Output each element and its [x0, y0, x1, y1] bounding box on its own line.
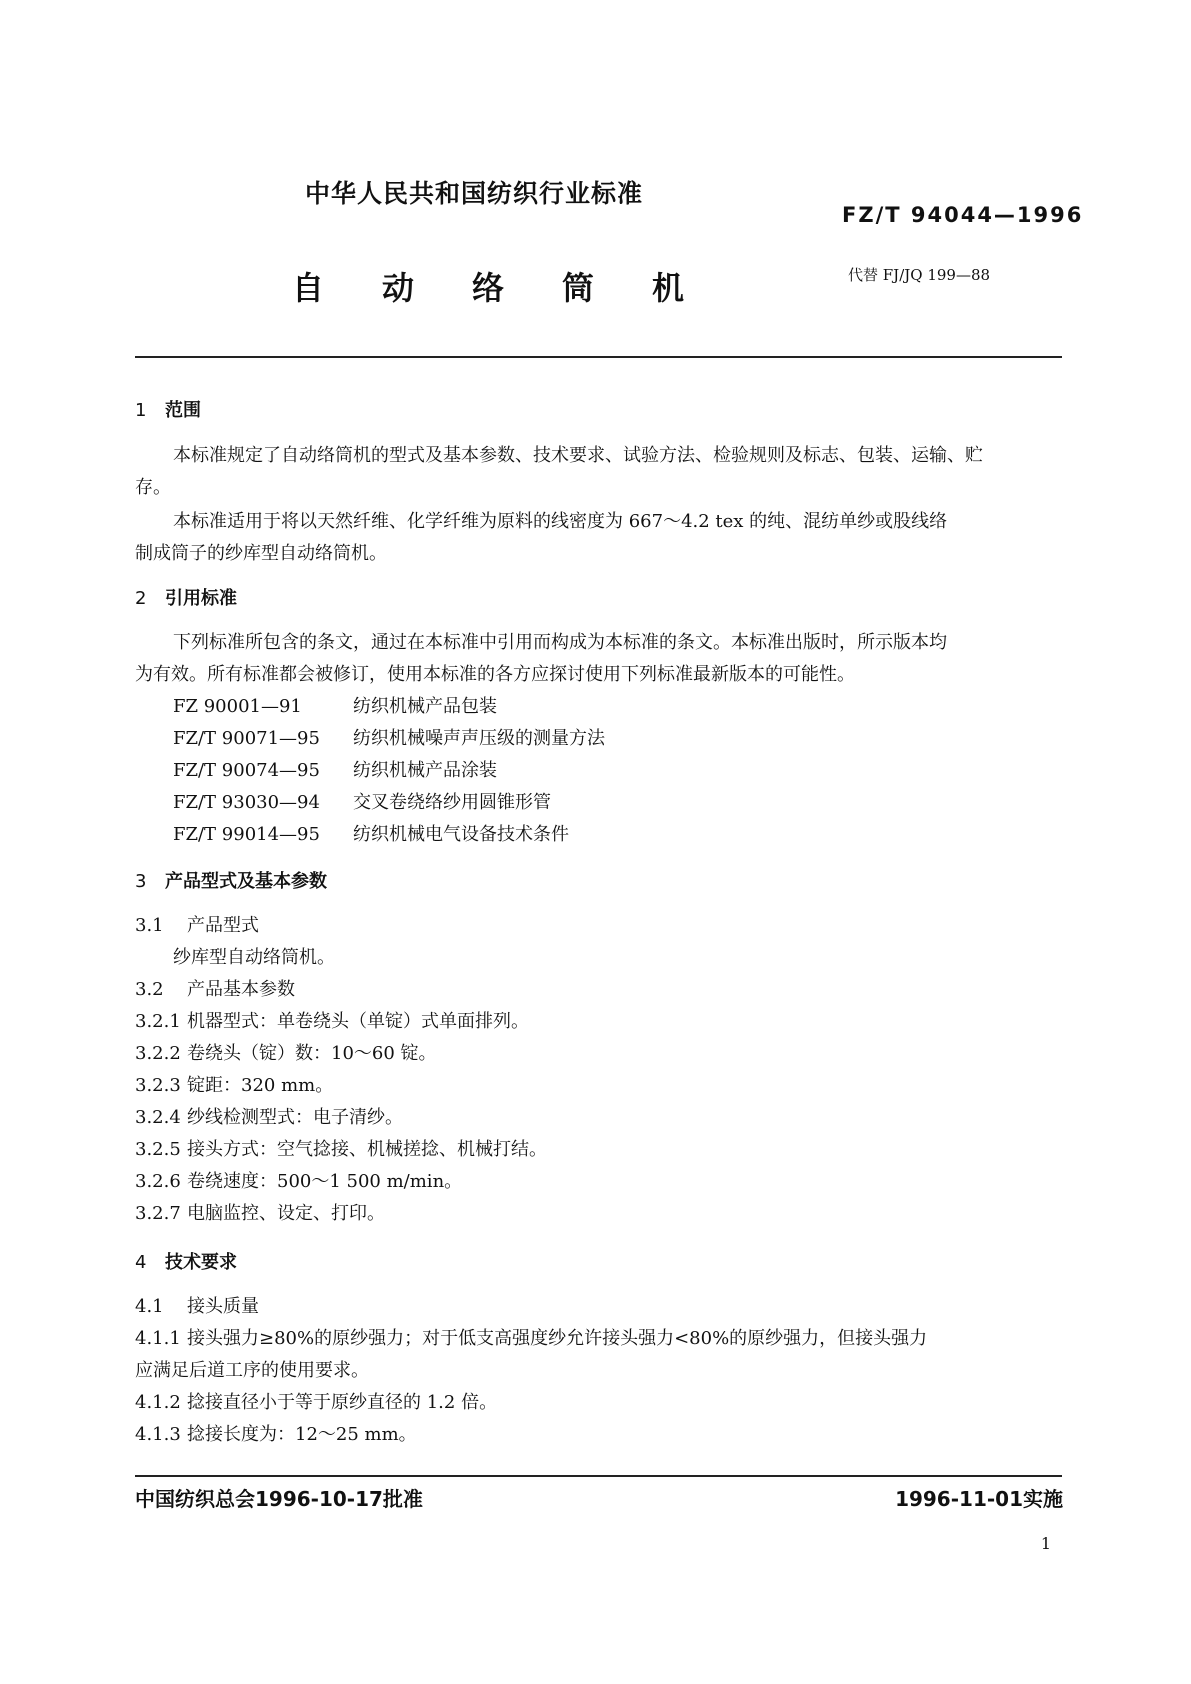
clause-4-1	[135, 1292, 259, 1318]
standard-category-title: 中华人民共和国纺织行业标准	[305, 179, 644, 208]
reference-title: 纺织机械产品包装	[353, 696, 497, 717]
clause-text: 纱库型自动络筒机。	[173, 947, 335, 968]
paragraph-line: 为有效。所有标准都会被修订，使用本标准的各方应探讨使用下列标准最新版本的可能性。	[135, 664, 855, 685]
clause-number: 3.2.2	[135, 1043, 181, 1064]
clause-text: 纱线检测型式：电子清纱。	[187, 1107, 403, 1128]
clause-number: 4.1	[135, 1296, 164, 1317]
clause-4-1-3	[135, 1420, 417, 1446]
clause-text: 电脑监控、设定、打印。	[187, 1203, 385, 1224]
effective-date: 1996-11-01实施	[895, 1487, 1063, 1511]
clause-number: 3.2.3	[135, 1075, 181, 1096]
paragraph-line: 下列标准所包含的条文，通过在本标准中引用而构成为本标准的条文。本标准出版时，所示版本均	[173, 632, 947, 653]
clause-number: 4.1.3	[135, 1424, 181, 1445]
page-number: 1	[1040, 1534, 1051, 1553]
clause-number: 3.2.4	[135, 1107, 181, 1128]
parameter-item	[135, 1103, 403, 1129]
section-number: 3	[135, 871, 147, 892]
section-number: 2	[135, 588, 147, 609]
clause-number: 3.1	[135, 915, 164, 936]
clause-text: 卷绕头（锭）数：10～60 锭。	[187, 1043, 437, 1064]
parameter-item	[135, 1199, 385, 1225]
clause-title: 产品型式	[187, 915, 259, 936]
clause-text: 机器型式：单卷绕头（单锭）式单面排列。	[187, 1011, 529, 1032]
reference-code: FZ 90001—91	[173, 696, 302, 717]
reference-code: FZ/T 93030—94	[173, 792, 320, 813]
section-number: 4	[135, 1252, 147, 1273]
replaces-note: 代替 FJ/JQ 199—88	[848, 266, 991, 284]
clause-number: 3.2	[135, 979, 164, 1000]
reference-entry	[173, 692, 497, 718]
clause-number: 3.2.7	[135, 1203, 181, 1224]
parameter-item	[135, 1071, 333, 1097]
reference-code: FZ/T 90071—95	[173, 728, 320, 749]
clause-number: 3.2.1	[135, 1011, 181, 1032]
reference-title: 交叉卷绕络纱用圆锥形管	[353, 792, 551, 813]
clause-number: 3.2.6	[135, 1171, 181, 1192]
reference-entry	[173, 756, 497, 782]
clause-text: 锭距：320 mm。	[187, 1075, 334, 1096]
paragraph-line: 存。	[135, 477, 171, 498]
paragraph-line: 本标准规定了自动络筒机的型式及基本参数、技术要求、试验方法、检验规则及标志、包装、运输、贮	[173, 445, 983, 466]
parameter-item	[135, 1039, 437, 1065]
section-3-heading	[135, 867, 327, 893]
clause-text: 接头方式：空气捻接、机械搓捻、机械打结。	[187, 1139, 547, 1160]
clause-number: 3.2.5	[135, 1139, 181, 1160]
reference-code: FZ/T 99014—95	[173, 824, 320, 845]
parameter-item	[135, 1007, 529, 1033]
reference-title: 纺织机械产品涂装	[353, 760, 497, 781]
reference-entry	[173, 724, 605, 750]
clause-text: 应满足后道工序的使用要求。	[135, 1360, 369, 1381]
clause-text: 捻接长度为：12～25 mm。	[187, 1424, 417, 1445]
clause-title: 接头质量	[187, 1296, 259, 1317]
clause-4-1-2	[135, 1388, 497, 1414]
standard-code: FZ/T 94044—1996	[842, 203, 1084, 227]
section-2-heading	[135, 584, 237, 610]
parameter-item	[135, 1135, 547, 1161]
clause-text: 捻接直径小于等于原纱直径的 1.2 倍。	[187, 1392, 498, 1413]
section-number: 1	[135, 400, 147, 421]
clause-3-2	[135, 975, 295, 1001]
parameter-item	[135, 1167, 462, 1193]
footer-divider	[135, 1475, 1062, 1477]
clause-4-1-1	[135, 1324, 927, 1350]
clause-3-1	[135, 911, 259, 937]
reference-title: 纺织机械噪声声压级的测量方法	[353, 728, 605, 749]
approval-note: 中国纺织总会1996-10-17批准	[135, 1487, 423, 1511]
paragraph-line: 本标准适用于将以天然纤维、化学纤维为原料的线密度为 667～4.2 tex 的纯、混纺单纱或股线络	[173, 511, 948, 532]
clause-number: 4.1.2	[135, 1392, 181, 1413]
reference-entry	[173, 788, 551, 814]
section-4-heading	[135, 1248, 237, 1274]
clause-number: 4.1.1	[135, 1328, 181, 1349]
clause-text: 卷绕速度：500～1 500 m/min。	[187, 1171, 463, 1192]
section-title: 引用标准	[165, 588, 237, 609]
reference-code: FZ/T 90074—95	[173, 760, 320, 781]
paragraph-line: 制成筒子的纱库型自动络筒机。	[135, 543, 387, 564]
section-title: 范围	[165, 400, 201, 421]
section-1-heading	[135, 396, 201, 422]
clause-text: 接头强力≥80%的原纱强力；对于低支高强度纱允许接头强力<80%的原纱强力，但接头强力	[187, 1328, 928, 1349]
section-title: 产品型式及基本参数	[165, 871, 327, 892]
section-title: 技术要求	[165, 1252, 237, 1273]
clause-title: 产品基本参数	[187, 979, 295, 1000]
header-divider	[135, 356, 1062, 358]
reference-entry	[173, 820, 569, 846]
document-title: 自动络筒机	[292, 269, 743, 307]
reference-title: 纺织机械电气设备技术条件	[353, 824, 569, 845]
